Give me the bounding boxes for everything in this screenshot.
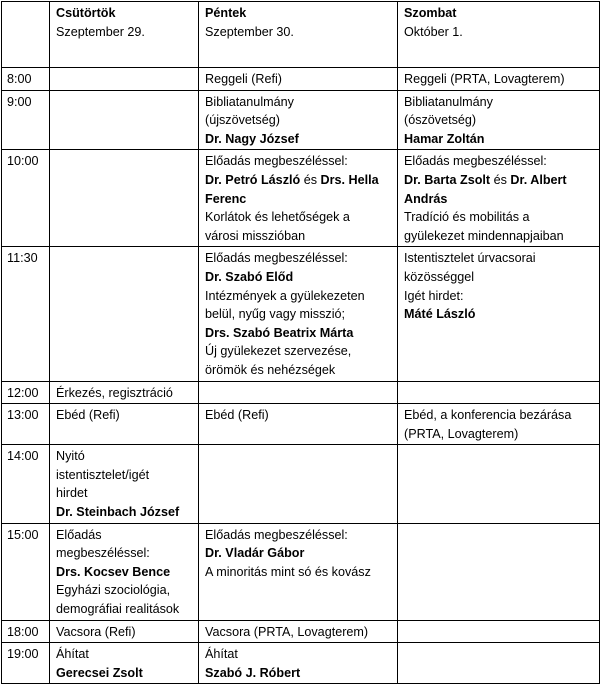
speaker-name: Dr. Barta Zsolt <box>404 172 491 187</box>
topic-text: A minoritás mint só és kovász <box>205 564 371 579</box>
day-2-cell <box>199 404 398 445</box>
cell-text: Ebéd, a konferencia bezárása <box>404 408 572 423</box>
day-2-cell <box>199 68 398 91</box>
cell-text: Áhítat <box>56 647 89 662</box>
cell-text: Ebéd (Refi) <box>56 408 120 423</box>
cell-text: Ebéd (Refi) <box>205 408 269 423</box>
table-row <box>2 404 600 445</box>
day-2-cell <box>199 523 398 620</box>
cell-text: Előadás megbeszéléssel: <box>404 154 547 169</box>
day-3-cell <box>398 523 600 620</box>
day-date: Október 1. <box>404 24 463 39</box>
day-2-cell <box>199 381 398 404</box>
day-3-cell <box>398 90 600 150</box>
topic-text: gyülekezet mindennapjaiban <box>404 228 564 243</box>
cell-text: Reggeli (Refi) <box>205 72 282 86</box>
day-1-cell <box>50 643 199 684</box>
speaker-name: Drs. Kocsev Bence <box>56 564 171 579</box>
topic-text: Új gyülekezet szervezése, <box>205 344 352 359</box>
day-1-cell <box>50 381 199 404</box>
time-cell: 11:30 <box>2 247 50 381</box>
table-row <box>2 445 600 523</box>
day-3-cell <box>398 247 600 381</box>
day-1-cell <box>50 90 199 150</box>
table-row <box>2 68 600 91</box>
header-day-1 <box>50 2 199 68</box>
speaker-name: Máté László <box>404 307 476 322</box>
speaker-name: Szabó J. Róbert <box>205 665 301 680</box>
topic-text: városi misszióban <box>205 228 306 243</box>
cell-text: (PRTA, Lovagterem) <box>404 426 519 441</box>
time-cell: 9:00 <box>2 90 50 150</box>
speaker-name: Drs. Hella <box>320 172 379 187</box>
table-row <box>2 90 600 150</box>
topic-text: Tradíció és mobilitás a <box>404 210 530 225</box>
day-2-cell <box>199 445 398 523</box>
topic-text: demográfiai realitások <box>56 602 180 617</box>
time-cell: 10:00 <box>2 150 50 247</box>
day-3-cell <box>398 404 600 445</box>
table-row <box>2 643 600 684</box>
cell-text: Érkezés, regisztráció <box>56 385 173 400</box>
cell-text: Vacsora (Refi) <box>56 624 136 639</box>
topic-text: Intézmények a gyülekezeten <box>205 288 365 303</box>
cell-text: (ószövetség) <box>404 113 477 128</box>
day-name: Péntek <box>205 6 247 20</box>
cell-text: Előadás <box>56 527 102 542</box>
day-1-cell <box>50 404 199 445</box>
day-2-cell <box>199 247 398 381</box>
cell-text: Bibliatanulmány <box>404 94 493 109</box>
speaker-name: András <box>404 191 448 206</box>
time-cell: 15:00 <box>2 523 50 620</box>
time-cell: 18:00 <box>2 620 50 643</box>
cell-text: Bibliatanulmány <box>205 94 294 109</box>
header-day-3 <box>398 2 600 68</box>
day-3-cell <box>398 643 600 684</box>
cell-text: Igét hirdet: <box>404 288 464 303</box>
header-row <box>2 2 600 68</box>
day-date: Szeptember 30. <box>205 24 294 39</box>
day-3-cell <box>398 150 600 247</box>
day-1-cell <box>50 68 199 91</box>
speaker-name: Dr. Nagy József <box>205 131 299 146</box>
topic-text: örömök és nehézségek <box>205 362 336 377</box>
day-3-cell <box>398 68 600 91</box>
speaker-name: Dr. Szabó Előd <box>205 269 294 284</box>
day-date: Szeptember 29. <box>56 24 145 39</box>
day-3-cell <box>398 445 600 523</box>
day-2-cell <box>199 150 398 247</box>
cell-text: Előadás megbeszéléssel: <box>205 251 348 266</box>
day-2-cell <box>199 90 398 150</box>
day-1-cell <box>50 620 199 643</box>
day-name: Csütörtök <box>56 6 116 20</box>
cell-text: közösséggel <box>404 269 475 284</box>
speaker-name: Dr. Steinbach József <box>56 505 180 520</box>
speaker-name: Gerecsei Zsolt <box>56 665 143 680</box>
cell-text: Reggeli (PRTA, Lovagterem) <box>404 72 565 86</box>
cell-text: istentisztelet/igét <box>56 467 150 482</box>
cell-text: (újszövetség) <box>205 113 280 128</box>
time-cell: 19:00 <box>2 643 50 684</box>
day-1-cell <box>50 445 199 523</box>
day-2-cell <box>199 620 398 643</box>
topic-text: Egyházi szociológia, <box>56 583 171 598</box>
cell-text: megbeszéléssel: <box>56 546 150 561</box>
speaker-name: Dr. Albert <box>510 172 567 187</box>
cell-text: Előadás megbeszéléssel: <box>205 154 348 169</box>
header-time-cell <box>2 2 50 68</box>
speaker-name: Dr. Petró László <box>205 172 301 187</box>
table-row <box>2 381 600 404</box>
schedule-table <box>1 1 600 684</box>
time-cell: 8:00 <box>2 68 50 91</box>
table-row <box>2 247 600 381</box>
day-1-cell <box>50 247 199 381</box>
cell-text: Előadás megbeszéléssel: <box>205 527 348 542</box>
table-row <box>2 523 600 620</box>
topic-text: belül, nyűg vagy misszió; <box>205 307 345 322</box>
conjunction: és <box>303 172 317 187</box>
speaker-name: Dr. Vladár Gábor <box>205 546 305 561</box>
time-cell: 14:00 <box>2 445 50 523</box>
day-3-cell <box>398 620 600 643</box>
cell-text: Istentisztelet úrvacsorai <box>404 251 536 266</box>
day-1-cell <box>50 523 199 620</box>
day-1-cell <box>50 150 199 247</box>
day-name: Szombat <box>404 6 457 20</box>
speaker-name: Hamar Zoltán <box>404 131 485 146</box>
header-day-2 <box>199 2 398 68</box>
speaker-name: Drs. Szabó Beatrix Márta <box>205 325 354 340</box>
speaker-name: Ferenc <box>205 191 247 206</box>
day-2-cell <box>199 643 398 684</box>
cell-text: hirdet <box>56 486 88 501</box>
cell-text: Nyitó <box>56 449 85 464</box>
time-cell: 13:00 <box>2 404 50 445</box>
day-3-cell <box>398 381 600 404</box>
topic-text: Korlátok és lehetőségek a <box>205 210 350 225</box>
conjunction: és <box>493 172 507 187</box>
cell-text: Áhítat <box>205 647 238 662</box>
cell-text: Vacsora (PRTA, Lovagterem) <box>205 624 369 639</box>
table-row <box>2 620 600 643</box>
table-row <box>2 150 600 247</box>
time-cell: 12:00 <box>2 381 50 404</box>
